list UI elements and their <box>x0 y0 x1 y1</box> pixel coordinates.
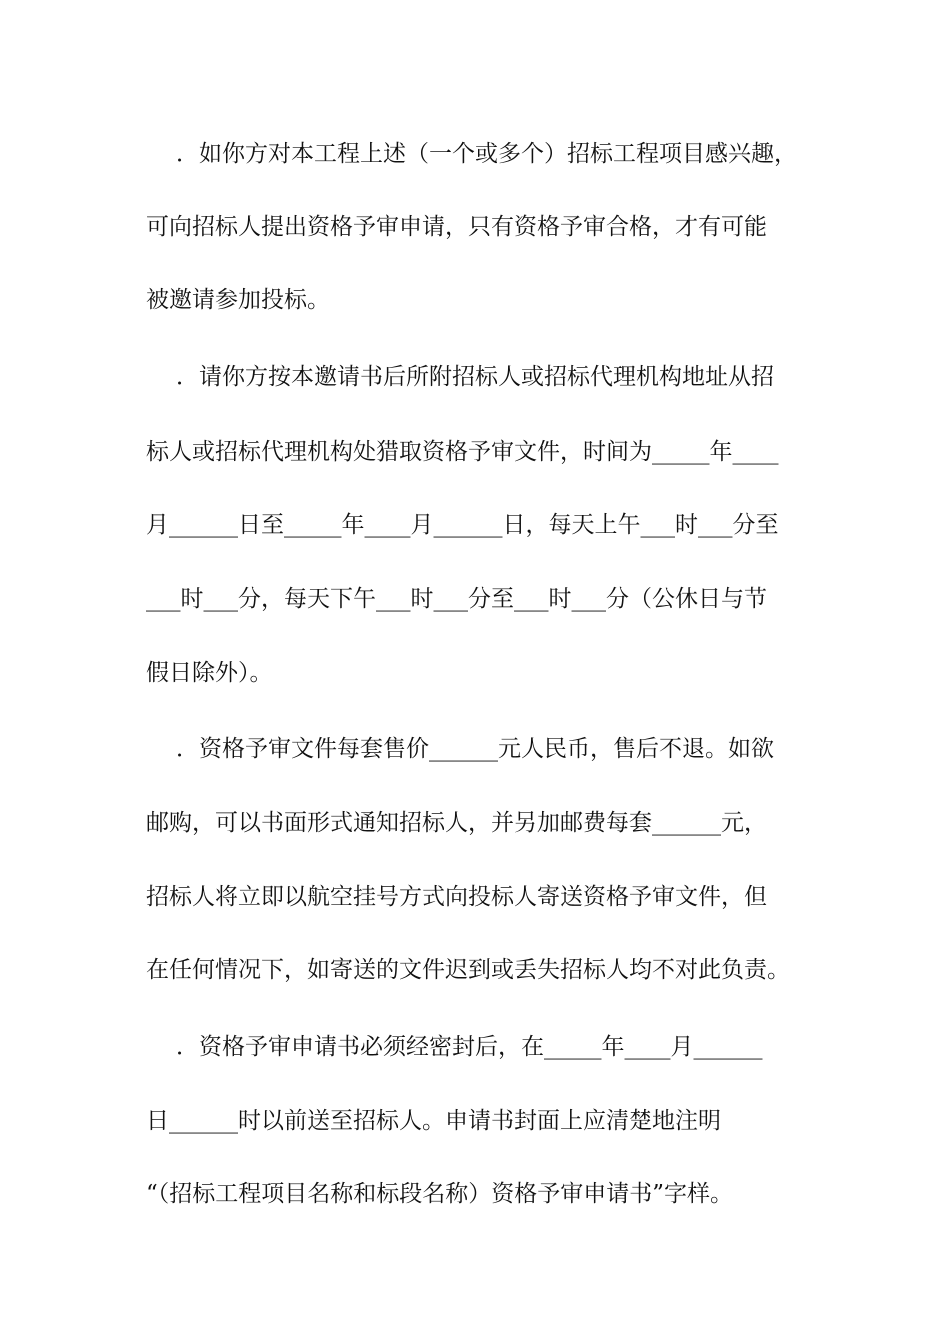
paragraph-1-line-3: 被邀请参加投标。 <box>146 287 330 313</box>
paragraph-3-line-1: ．资格予审文件每套售价______元人民币，售后不退。如欲 <box>176 736 774 762</box>
paragraph-3-line-2: 邮购，可以书面形式通知招标人，并另加邮费每套______元， <box>146 810 767 836</box>
paragraph-2-line-2: 标人或招标代理机构处猎取资格予审文件，时间为_____年____ <box>146 439 779 465</box>
paragraph-2-line-4: ___时___分，每天下午___时___分至___时___分（公休日与节 <box>146 586 767 612</box>
paragraph-2-line-5: 假日除外）。 <box>146 660 273 686</box>
paragraph-1-line-2: 可向招标人提出资格予审申请，只有资格予审合格，才有可能 <box>146 214 767 240</box>
paragraph-2-line-3: 月______日至_____年____月______日，每天上午___时___分至 <box>146 512 779 538</box>
paragraph-3-line-4: 在任何情况下，如寄送的文件迟到或丢失招标人均不对此负责。 <box>146 957 790 983</box>
paragraph-4-line-1: ．资格予审申请书必须经密封后，在_____年____月______ <box>176 1034 763 1060</box>
paragraph-1-line-1: ．如你方对本工程上述（一个或多个）招标工程项目感兴趣， <box>176 141 797 167</box>
paragraph-4-line-2: 日______时以前送至招标人。申请书封面上应清楚地注明 <box>146 1108 721 1134</box>
paragraph-3-line-3: 招标人将立即以航空挂号方式向投标人寄送资格予审文件，但 <box>146 884 767 910</box>
paragraph-4-line-3: “（招标工程项目名称和标段名称）资格予审申请书”字样。 <box>146 1181 734 1207</box>
paragraph-2-line-1: ．请你方按本邀请书后所附招标人或招标代理机构地址从招 <box>176 364 774 390</box>
